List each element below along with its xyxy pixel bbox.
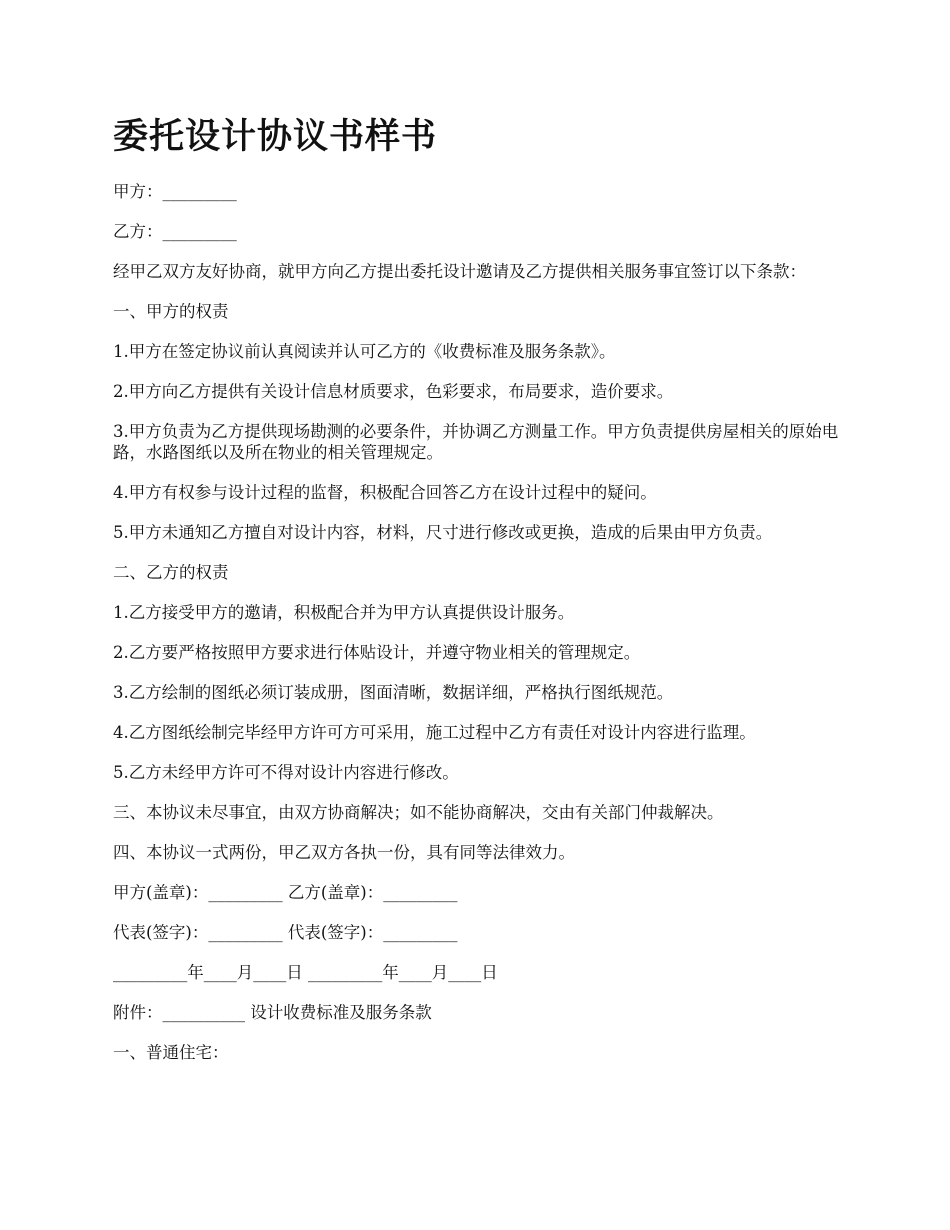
party-b-clause-2: 2.乙方要严格按照甲方要求进行体贴设计，并遵守物业相关的管理规定。 — [113, 643, 641, 662]
party-b-clause-4: 4.乙方图纸绘制完毕经甲方许可方可采用，施工过程中乙方有责任对设计内容进行监理。 — [113, 723, 756, 742]
signature-line: 代表(签字)：_________ 代表(签字)：_________ — [113, 923, 458, 942]
document-page — [113, 112, 848, 1082]
party-a-clause-5: 5.甲方未通知乙方擅自对设计内容，材料，尺寸进行修改或更换，造成的后果由甲方负责。 — [113, 523, 773, 542]
party-a-clause-4: 4.甲方有权参与设计过程的监督，积极配合回答乙方在设计过程中的疑问。 — [113, 483, 657, 502]
party-b-clause-1: 1.乙方接受甲方的邀请，积极配合并为甲方认真提供设计服务。 — [113, 603, 575, 622]
party-b-clause-3: 3.乙方绘制的图纸必须订装成册，图面清晰，数据详细，严格执行图纸规范。 — [113, 683, 674, 702]
date-line: _________年____月____日 _________年____月____日 — [113, 963, 498, 982]
section-heading-party-b: 二、乙方的权责 — [113, 563, 229, 582]
section-heading-party-a: 一、甲方的权责 — [113, 302, 229, 321]
seal-line: 甲方(盖章)：_________ 乙方(盖章)：_________ — [113, 883, 458, 902]
preamble: 经甲乙双方友好协商，就甲方向乙方提出委托设计邀请及乙方提供相关服务事宜签订以下条款： — [113, 262, 806, 281]
party-a-clause-2: 2.甲方向乙方提供有关设计信息材质要求，色彩要求，布局要求，造价要求。 — [113, 382, 674, 401]
party-b-line: 乙方：_________ — [113, 222, 237, 241]
section-four: 四、本协议一式两份，甲乙双方各执一份，具有同等法律效力。 — [113, 843, 575, 862]
attachment-line: 附件：__________ 设计收费标准及服务条款 — [113, 1003, 432, 1022]
attachment-section-heading: 一、普通住宅： — [113, 1043, 229, 1062]
party-a-clause-3: 3.甲方负责为乙方提供现场勘测的必要条件，并协调乙方测量工作。甲方负责提供房屋相关的原始电路，水路图纸以及所在物业的相关管理规定。 — [113, 422, 839, 462]
section-three: 三、本协议未尽事宜，由双方协商解决；如不能协商解决，交由有关部门仲裁解决。 — [113, 803, 724, 822]
party-b-clause-5: 5.乙方未经甲方许可不得对设计内容进行修改。 — [113, 763, 459, 782]
document-title: 委托设计协议书样书 — [113, 116, 438, 157]
party-a-clause-1: 1.甲方在签定协议前认真阅读并认可乙方的《收费标准及服务条款》。 — [113, 342, 616, 361]
party-a-line: 甲方：_________ — [113, 182, 237, 201]
